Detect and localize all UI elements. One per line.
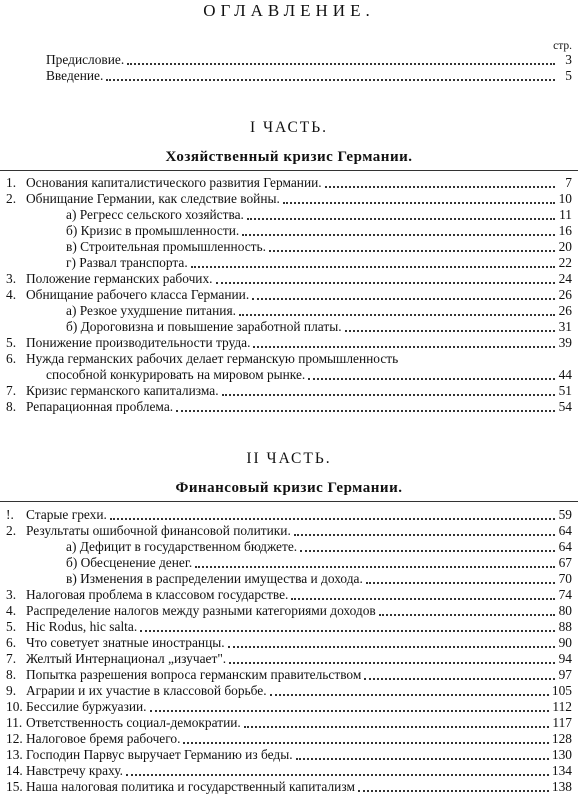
intro-list xyxy=(6,52,572,84)
toc-leader-dots xyxy=(140,620,555,632)
toc-entry-number: 12. xyxy=(6,731,23,746)
toc-entry-title: а) Дефицит в государственном бюджете. xyxy=(66,539,298,554)
toc-entry-number: 4. xyxy=(6,603,17,618)
toc-leader-dots xyxy=(183,732,548,744)
toc-leader-dots xyxy=(247,208,555,220)
toc-entry-title: Обнищание Германии, как следствие войны. xyxy=(26,191,280,206)
toc-leader-dots xyxy=(106,69,555,81)
toc-entry-page: 117 xyxy=(552,715,572,730)
toc-entry xyxy=(6,731,572,747)
toc-leader-dots xyxy=(239,304,555,316)
toc-entry-page: 94 xyxy=(558,651,572,666)
toc-entry-title: Наша налоговая политика и государственный капитализм xyxy=(26,779,355,794)
part-2-title: II ЧАСТЬ. xyxy=(246,450,332,467)
toc-entry-page: 128 xyxy=(551,731,572,746)
toc-entry-title: а) Регресс сельского хозяйства. xyxy=(66,207,244,222)
toc-entry-title: Введение. xyxy=(46,68,104,83)
toc-leader-dots xyxy=(269,240,555,252)
toc-entry-page: 80 xyxy=(558,603,572,618)
toc-entry xyxy=(6,367,572,383)
toc-leader-dots xyxy=(379,604,555,616)
toc-entry-number: 2. xyxy=(6,191,17,206)
toc-entry-number: 5. xyxy=(6,619,17,634)
toc-leader-dots xyxy=(300,540,555,552)
toc-entry-page: 39 xyxy=(558,335,572,350)
toc-entry-page: 88 xyxy=(558,619,572,634)
toc-entry-number: 7. xyxy=(6,651,17,666)
part-2-list xyxy=(6,507,572,795)
toc-entry-title: Бессилие буржуазии. xyxy=(26,699,147,714)
toc-entry-page: 138 xyxy=(551,779,572,794)
toc-leader-dots xyxy=(242,224,555,236)
toc-entry-title: Попытка разрешения вопроса германским правительством xyxy=(26,667,362,682)
toc-entry-title: Распределение налогов между разными категориями доходов xyxy=(26,603,376,618)
toc-entry xyxy=(6,571,572,587)
toc-entry xyxy=(6,699,572,715)
toc-entry xyxy=(6,191,572,207)
toc-entry xyxy=(6,667,572,683)
toc-entry-title: Налоговая проблема в классовом государстве. xyxy=(26,587,289,602)
toc-entry-title: Ответственность социал-демократии. xyxy=(26,715,241,730)
part-1-subtitle: Хозяйственный кризис Германии. xyxy=(165,149,413,165)
toc-entry-title: Понижение производительности труда. xyxy=(26,335,251,350)
toc-entry-page: 134 xyxy=(551,763,572,778)
toc-leader-dots xyxy=(283,192,555,204)
toc-entry-number: !. xyxy=(6,507,14,522)
toc-entry-title: Обнищание рабочего класса Германии. xyxy=(26,287,250,302)
toc-entry xyxy=(6,715,572,731)
toc-entry-number: 5. xyxy=(6,335,17,350)
toc-entry-title: Что советует знатные иностранцы. xyxy=(26,635,225,650)
toc-entry-page: 44 xyxy=(558,367,572,382)
toc-leader-dots xyxy=(358,780,549,792)
toc-entry-number: 4. xyxy=(6,287,17,302)
toc-entry-page: 16 xyxy=(558,223,572,238)
toc-entry-title: Аграрии и их участие в классовой борьбе. xyxy=(26,683,267,698)
toc-entry xyxy=(6,507,572,523)
toc-entry-title: Положение германских рабочих. xyxy=(26,271,213,286)
toc-entry-page: 97 xyxy=(558,667,572,682)
toc-entry-page: 24 xyxy=(558,271,572,286)
toc-entry xyxy=(6,651,572,667)
toc-entry xyxy=(6,635,572,651)
toc-entry-page: 51 xyxy=(558,383,572,398)
toc-entry-number: 14. xyxy=(6,763,23,778)
toc-entry xyxy=(6,255,572,271)
toc-entry xyxy=(6,207,572,223)
toc-entry-number: 1. xyxy=(6,175,17,190)
toc-entry-title: г) Развал транспорта. xyxy=(66,255,188,270)
toc-leader-dots xyxy=(308,368,555,380)
part-1-title: I ЧАСТЬ. xyxy=(249,119,329,136)
toc-entry-title: Навстречу краху. xyxy=(26,763,123,778)
toc-entry-page: 70 xyxy=(558,571,572,586)
toc-entry-page: 112 xyxy=(552,699,572,714)
toc-entry-page: 11 xyxy=(559,207,572,222)
toc-entry-number: 6. xyxy=(6,351,17,366)
toc-entry-title: Hic Rodus, hic salta. xyxy=(26,619,138,634)
toc-leader-dots xyxy=(270,684,549,696)
toc-entry-title: Репарационная проблема. xyxy=(26,399,174,414)
part-2-rule xyxy=(0,501,578,502)
toc-entry xyxy=(6,587,572,603)
part-2-subtitle: Финансовый кризис Германии. xyxy=(175,480,403,496)
toc-leader-dots xyxy=(191,256,555,268)
toc-entry xyxy=(6,683,572,699)
toc-entry-page: 31 xyxy=(558,319,572,334)
toc-leader-dots xyxy=(222,384,555,396)
toc-entry xyxy=(6,619,572,635)
toc-entry xyxy=(6,335,572,351)
toc-entry-page: 64 xyxy=(558,539,572,554)
toc-leader-dots xyxy=(176,400,555,412)
toc-entry-title: а) Резкое ухудшение питания. xyxy=(66,303,236,318)
toc-entry-page: 67 xyxy=(558,555,572,570)
toc-leader-dots xyxy=(244,716,550,728)
toc-leader-dots xyxy=(228,636,555,648)
toc-entry-title: Основания капиталистического развития Германии. xyxy=(26,175,322,190)
toc-entry xyxy=(6,779,572,795)
toc-leader-dots xyxy=(366,572,555,584)
toc-leader-dots xyxy=(110,508,555,520)
toc-leader-dots xyxy=(229,652,555,664)
toc-entry-page: 26 xyxy=(558,303,572,318)
toc-entry xyxy=(6,539,572,555)
toc-leader-dots xyxy=(294,524,555,536)
toc-entry xyxy=(6,555,572,571)
toc-entry xyxy=(6,399,572,415)
toc-entry-number: 3. xyxy=(6,271,17,286)
toc-entry-title: Старые грехи. xyxy=(26,507,107,522)
toc-entry-number: 7. xyxy=(6,383,17,398)
toc-entry xyxy=(6,603,572,619)
toc-entry-title: б) Обесценение денег. xyxy=(66,555,193,570)
toc-entry xyxy=(6,351,572,367)
toc-entry-title: в) Строительная промышленность. xyxy=(66,239,266,254)
toc-leader-dots xyxy=(252,288,555,300)
toc-entry-number: 13. xyxy=(6,747,23,762)
toc-entry-page: 26 xyxy=(558,287,572,302)
toc-entry-number: 9. xyxy=(6,683,17,698)
toc-entry xyxy=(6,383,572,399)
toc-entry xyxy=(6,287,572,303)
toc-entry-page: 20 xyxy=(558,239,572,254)
toc-entry-title: Предисловие. xyxy=(46,52,125,67)
page-title: ОГЛАВЛЕНИЕ. xyxy=(203,1,375,20)
toc-entry-title: Результаты ошибочной финансовой политики. xyxy=(26,523,291,538)
toc-leader-dots xyxy=(345,320,555,332)
toc-leader-dots xyxy=(216,272,555,284)
toc-entry-number: 15. xyxy=(6,779,23,794)
toc-leader-dots xyxy=(150,700,550,712)
toc-entry-page: 5 xyxy=(565,68,572,83)
page-column-header: стр. xyxy=(553,40,572,52)
toc-entry xyxy=(6,175,572,191)
toc-leader-dots xyxy=(325,176,555,188)
toc-entry-title: в) Изменения в распределении имущества и дохода. xyxy=(66,571,363,586)
toc-entry-title: Кризис германского капитализма. xyxy=(26,383,219,398)
toc-leader-dots xyxy=(127,53,555,65)
toc-entry-title: способной конкурировать на мировом рынке. xyxy=(46,367,306,382)
toc-entry xyxy=(6,271,572,287)
toc-entry-page: 105 xyxy=(551,683,572,698)
toc-entry xyxy=(6,239,572,255)
toc-entry-number: 2. xyxy=(6,523,17,538)
toc-entry-page: 59 xyxy=(558,507,572,522)
toc-leader-dots xyxy=(296,748,549,760)
toc-entry xyxy=(6,747,572,763)
toc-entry-number: 10. xyxy=(6,699,23,714)
toc-entry-page: 74 xyxy=(558,587,572,602)
toc-entry-page: 90 xyxy=(558,635,572,650)
toc-entry xyxy=(6,68,572,84)
toc-entry-title: Господин Парвус выручает Германию из беды. xyxy=(26,747,293,762)
part-1-list xyxy=(6,175,572,415)
toc-entry-number: 8. xyxy=(6,399,17,414)
toc-entry-title: Налоговое бремя рабочего. xyxy=(26,731,181,746)
toc-entry-number: 3. xyxy=(6,587,17,602)
toc-leader-dots xyxy=(364,668,555,680)
toc-entry xyxy=(6,763,572,779)
toc-entry xyxy=(6,223,572,239)
toc-entry-page: 10 xyxy=(558,191,572,206)
toc-entry xyxy=(6,52,572,68)
toc-entry-number: 11. xyxy=(6,715,23,730)
toc-entry-page: 7 xyxy=(565,175,572,190)
toc-entry-page: 22 xyxy=(558,255,572,270)
toc-entry-number: 8. xyxy=(6,667,17,682)
toc-entry-page: 130 xyxy=(551,747,572,762)
part-1-rule xyxy=(0,170,578,171)
toc-entry-page: 54 xyxy=(558,399,572,414)
toc-leader-dots xyxy=(195,556,555,568)
toc-leader-dots xyxy=(291,588,555,600)
toc-entry-number: 6. xyxy=(6,635,17,650)
toc-entry xyxy=(6,319,572,335)
toc-entry-title: Нужда германских рабочих делает германскую промышленность xyxy=(26,351,399,366)
toc-entry xyxy=(6,523,572,539)
toc-entry-title: б) Дороговизна и повышение заработной платы. xyxy=(66,319,342,334)
toc-entry-page: 64 xyxy=(558,523,572,538)
toc-entry-title: Желтый Интернационал „изучает". xyxy=(26,651,227,666)
toc-entry-title: б) Кризис в промышленности. xyxy=(66,223,240,238)
toc-entry xyxy=(6,303,572,319)
toc-entry-page: 3 xyxy=(565,52,572,67)
toc-leader-dots xyxy=(253,336,555,348)
toc-leader-dots xyxy=(126,764,549,776)
